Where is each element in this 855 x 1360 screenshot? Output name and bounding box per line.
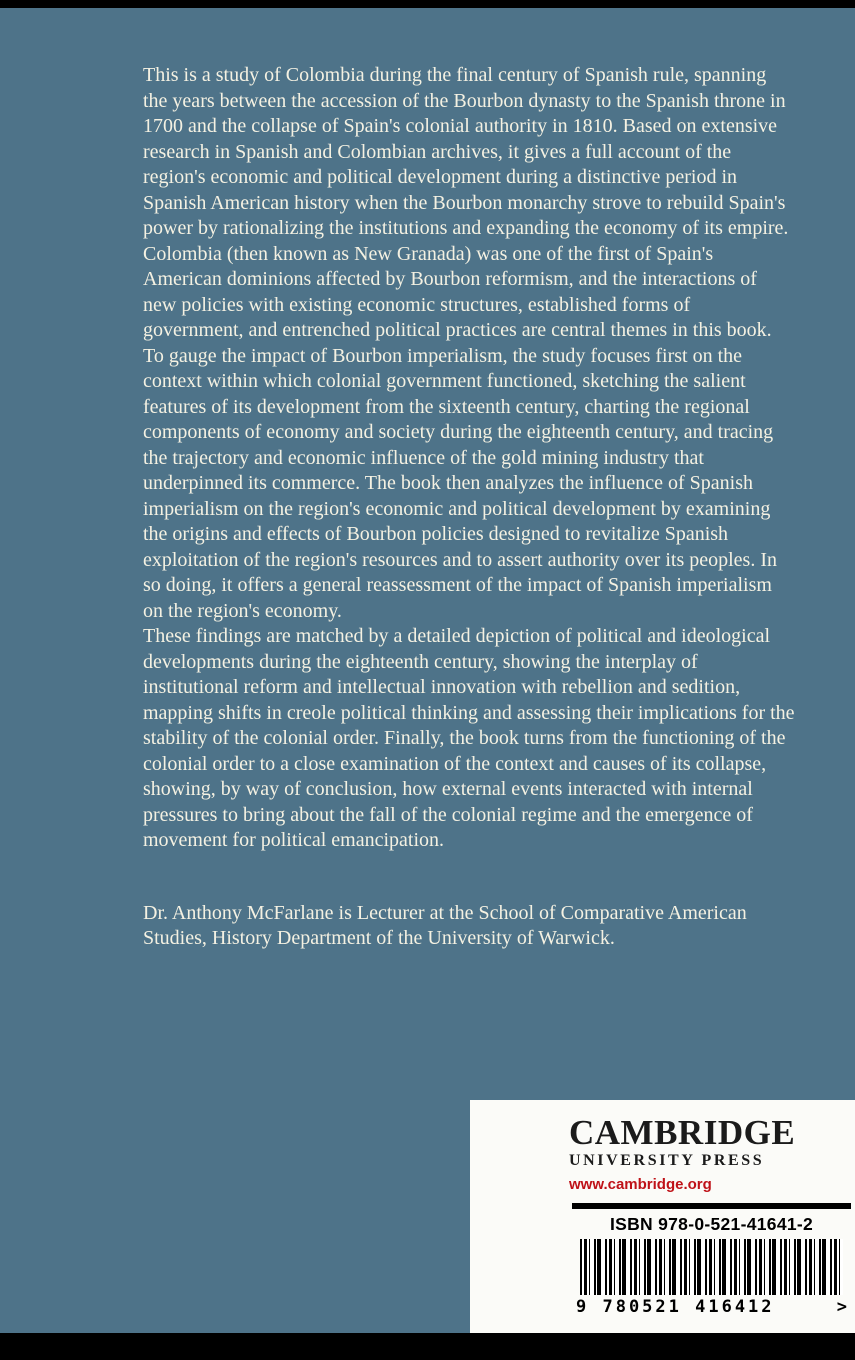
barcode-digits-row [572,1295,851,1317]
isbn-label: ISBN 978-0-521-41641-2 [609,1214,814,1234]
publisher-website: www.cambridge.org [569,1176,712,1193]
barcode-digits: 9 780521 416412 [576,1297,775,1317]
author-bio: Dr. Anthony McFarlane is Lecturer at the School of Comparative American Studies, History Department of the University of Warwick. [143,901,747,949]
publisher-logo [569,1113,796,1195]
blurb-paragraph: This is a study of Colombia during the final century of Spanish rule, spanning the years between the accession of the Bourbon dynasty to the Spanish throne in 1700 and the collapse of Spain's colonial authority in 1810. Based on extensive research in Spanish and Colombian archives, it gives a full account of the region's economic and political development during a distinctive period in Spanish American history when the Bourbon monarchy strove to rebuild Spain's power by rationalizing the institutions and expanding the economy of its empire. Colombia (then known as New Granada) was one of the first of Spain's American dominions affected by Bourbon reformism, and the interactions of new policies with existing economic structures, established forms of government, and entrenched political practices are central themes in this book. [143,64,789,341]
barcode [580,1239,843,1295]
isbn-top-bar [572,1203,851,1209]
publisher-panel [470,1100,855,1333]
cover-background [0,8,855,1333]
bottom-black-bar [0,1333,855,1360]
blurb-paragraph: To gauge the impact of Bourbon imperialism, the study focuses first on the context within which colonial government functioned, sketching the salient features of its development from the sixteenth century, charting the regional components of economy and society during the eighteenth century, and tracing the trajectory and economic influence of the gold mining industry that underpinned its commerce. The book then analyzes the influence of Spanish imperialism on the region's economic and political development by examining the origins and effects of Bourbon policies designed to revitalize Spanish exploitation of the region's resources and to assert authority over its peoples. In so doing, it offers a general reassessment of the impact of Spanish imperialism on the region's economy. [143,344,777,622]
top-black-bar [0,0,855,8]
university-press-label: UNIVERSITY PRESS [569,1152,765,1169]
isbn-block [572,1203,851,1317]
blurb-paragraph: These findings are matched by a detailed depiction of political and ideological developments during the eighteenth century, showing the interplay of institutional reform and intellectual innovation with rebellion and sedition, mapping shifts in creole political thinking and assessing their implications for the stability of the colonial order. Finally, the book turns from the functioning of the colonial order to a close examination of the context and causes of its collapse, showing, by way of conclusion, how external events interacted with internal pressures to bring about the fall of the colonial regime and the emergence of movement for political emancipation. [143,625,795,851]
cambridge-wordmark: CAMBRIDGE [569,1113,796,1152]
barcode-end-character: > [836,1297,847,1317]
cover-blurb [143,63,795,952]
